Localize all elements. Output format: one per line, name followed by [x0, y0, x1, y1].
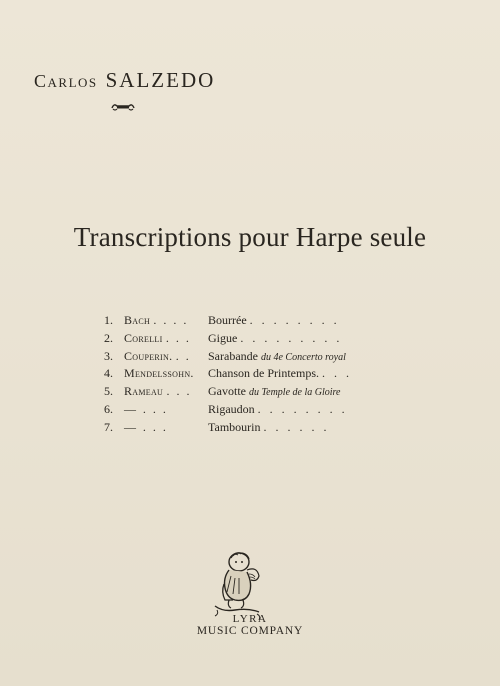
composer-name: Rameau . . . [124, 384, 192, 399]
piece-title: Bourrée . . . . . . . . [208, 313, 340, 327]
composer-name: Couperin. . . [124, 348, 191, 363]
author-name [34, 68, 215, 93]
scroll-ornament-icon [110, 102, 136, 112]
piece-title: Sarabande du 4e Concerto royal [208, 348, 346, 363]
composer-name: — . . . [124, 419, 168, 434]
item-number: 4. [104, 366, 113, 381]
list-item [104, 419, 364, 437]
list-item [104, 401, 364, 419]
author-first-name: Carlos [34, 71, 98, 91]
item-number: 2. [104, 330, 113, 345]
piece-title: Tambourin . . . . . . [208, 419, 330, 434]
list-item [104, 348, 364, 366]
item-number: 5. [104, 384, 113, 399]
piece-title: Gavotte du Temple de la Gloire [208, 384, 341, 399]
piece-subtitle: du 4e Concerto royal [260, 351, 346, 363]
item-number: 1. [104, 313, 113, 327]
piece-title: Gigue . . . . . . . . . [208, 330, 343, 345]
item-number: 7. [104, 419, 113, 434]
composer-name: — . . . [124, 401, 168, 416]
composer-name: Bach . . . . [124, 313, 189, 327]
list-item [104, 383, 364, 401]
page-title: Transcriptions pour Harpe seule [73, 222, 427, 252]
contents-list [104, 312, 364, 437]
piece-title: Rigaudon . . . . . . . . [208, 401, 348, 416]
item-number: 6. [104, 401, 113, 416]
composer-name: Mendelssohn. [124, 366, 194, 381]
list-item [104, 330, 364, 348]
composer-name: Corelli . . . [124, 330, 191, 345]
list-item [104, 365, 364, 383]
publisher-company: MUSIC COMPANY [196, 625, 304, 637]
list-item [104, 312, 364, 330]
publisher-name: LYRA [232, 613, 268, 625]
item-number: 3. [104, 348, 113, 363]
author-last-name: SALZEDO [105, 68, 216, 92]
piece-title: Chanson de Printemps. . . . [208, 366, 352, 381]
piece-subtitle: du Temple de la Gloire [249, 387, 341, 399]
